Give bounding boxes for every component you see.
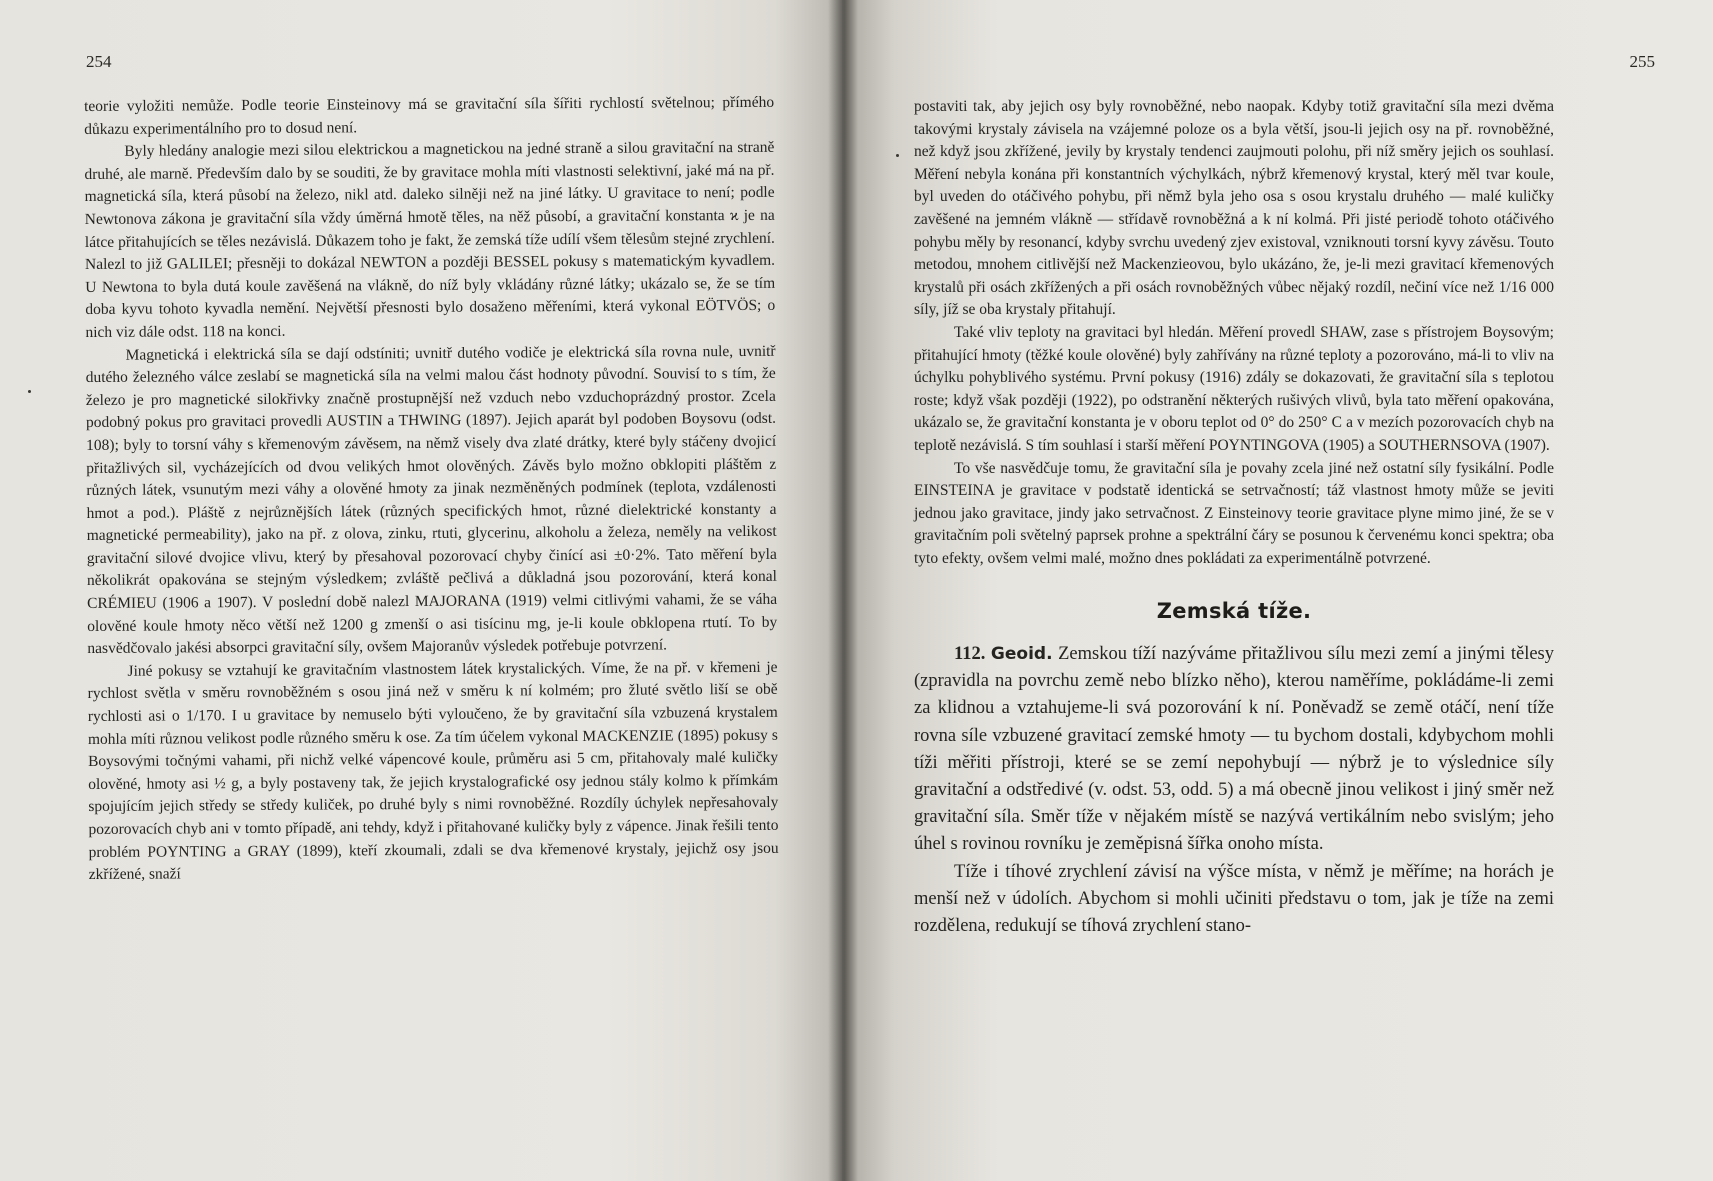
- page-number-left: 254: [86, 52, 112, 71]
- paragraph: Jiné pokusy se vztahují ke gravitačním vlastnostem látek krystalických. Víme, že na př. v křemeni je rychlost světla v směru rovnoběžném s osou jiná než v směru k ní kolmém; pro žluté světlo liší se obě rychlosti asi o 1/170. I u gravitace by nemuselo býti vyloučeno, že by gravitační síla vzbuzená krystalem mohla míti různou velikost podle různého směru k ose. Za tím účelem vykonal MACKENZIE (1895) pokusy s Boysovými točnými vahami, při nichž velké vápencové koule, průměru asi 5 cm, přitahovaly malé kuličky olověné, hmoty asi ½ g, a byly postaveny tak, že jejich krystalografické osy jednou stály kolmo k přímkám spojujícím jejich středy se středy kuliček, po druhé byly s nimi rovnoběžné. Rozdíly úchylek nepřesahovaly pozorovacích chyb ani v tomto případě, ani tehdy, když i přitahované kuličky byly z vápence. Jinak řešili tento problém POYNTING a GRAY (1899), kteří zkoumali, zdali se dva křemenové krystaly, jejichž osy jsou zkřížené, snaží: [87, 658, 779, 884]
- right-page: [842, 0, 1713, 1181]
- paragraph: Tíže i tíhové zrychlení závisí na výšce místa, v němž je měříme; na horách je menší než v údolích. Abychom si mohli učiniti představu o tom, jak je tíže na zemi rozdělena, redukují se tíhová zrychlení stano-: [914, 861, 1554, 937]
- left-page: [0, 0, 842, 1181]
- paragraph: [914, 641, 1554, 859]
- section-number: 112.: [954, 644, 986, 665]
- right-page-body: [914, 96, 1554, 940]
- paragraph: Magnetická i elektrická síla se dají odstíniti; uvnitř dutého vodiče je elektrická síla rovna nule, uvnitř dutého železného válce zeslabí se magnetická síla na velmi malou část hodnoty původní. Souvisí to s tím, že železo je pro magnetické silokřivky značně prostupnější než vzduch nebo vzduchoprázdný prostor. Zcela podobný pokus pro gravitaci provedli AUSTIN a THWING (1897). Jejich aparát byl podoben Boysovu (odst. 108); byly to torsní váhy s křemenovým závěsem, na němž visely dva zlaté drátky, které byly stáčeny dvojicí přitažlivých sil, vycházejících od dvou velikých hmot olověných. Závěs bylo možno obklopiti pláštěm z různých látek, vsunutým mezi váhy a olověné hmoty za jinak nezměněných podmínek (teplota, vzdálenosti hmot a pod.). Pláště z nejrůznějších látek (různých specifických hmot, různé dielektrické konstanty a magnetické permeability), jako na př. z olova, zinku, rtuti, glycerinu, alkoholu a železa, neměly na velikost gravitační silové dvojice vlivu, který by přesahoval pozorovací chyby činící asi ±0·2%. Tato měření byla několikrát opakována se stejným výsledkem; zvláště pečlivá a důkladná jsou pozorování, která konal CRÉMIEU (1906 a 1907). V poslední době nalezl MAJORANA (1919) velmi citlivými vahami, že se váha olověné koule hmoty něco větší než 1200 g zmenší o asi tisícinu mg, je-li koule obklopena rtutí. To by nasvědčovalo jakési absorpci gravitační síly, ovšem Majoranův výsledek potřebuje potvrzení.: [85, 342, 778, 658]
- left-page-body: [84, 92, 779, 887]
- section-title: Geoid.: [990, 644, 1053, 665]
- paragraph: postaviti tak, aby jejich osy byly rovnoběžné, nebo naopak. Kdyby totiž gravitační síla mezi dvěma takovými krystaly závisela na vzájemné poloze os a byla větší, jsou-li jejich osy na př. rovnoběžné, než když jsou zkřížené, jevily by krystaly tendenci zaujmouti polohu, při níž směry jejich os souhlasí. Měření nebyla konána při konstantních výchylkách, nýbrž křemenový krystal, který měl tvar koule, byl uveden do otáčivého pohybu, při němž byla jeho osa s osou krystalu druhého — malé kuličky zavěšené na jemném vlákně — střídavě rovnoběžná a k ní kolmá. Při jisté periodě tohoto otáčivého pohybu měly by resonancí, kdyby svrchu uvedený zjev existoval, vzniknouti torsní kyvy závěsu. Touto metodou, mnohem citlivější než Mackenzieovou, bylo ukázáno, že, je-li mezi gravitací křemenových krystalů při osách zkřížených a při osách rovnoběžných vůbec nějaký rozdíl, nečiní více než 1/16 000 síly, jíž se oba krystaly přitahují.: [914, 98, 1554, 319]
- margin-speck: [28, 390, 31, 393]
- section-heading: Zemská tíže.: [1156, 599, 1312, 624]
- margin-speck: [896, 154, 899, 157]
- paragraph: Byly hledány analogie mezi silou elektrickou a magnetickou na jedné straně a silou gravitační na straně druhé, ale marně. Především dalo by se souditi, že by gravitace mohla míti vlastnosti selektivní, jaké má na př. magnetická síla, která působí na železo, nikl atd. daleko silněji než na jiné látky. U gravitace to není; podle Newtonova zákona je gravitační síla vždy úměrná hmotě těles, na něž působí, a gravitační konstanta ϰ je na látce přitahujících se těles nezávislá. Důkazem toho je fakt, že zemská tíže udílí všem tělesům stejné zrychlení. Nalezl to již GALILEI; přesněji to dokázal NEWTON a později BESSEL pokusy s matematickým kyvadlem. U Newtona to byla dutá koule zavěšená na vlákně, do níž byly vkládány různé látky; ukázalo se, že se tím doba kyvu tohoto kyvadla nemění. Největší přesnosti bylo dosaženo měřeními, která vykonal EÖTVÖS; o nich viz dále odst. 118 na konci.: [84, 138, 776, 341]
- paragraph-text: Zemskou tíží nazýváme přitažlivou sílu mezi zemí a jinými tělesy (zpravidla na povrchu země nebo blízko něho), kterou naměříme, pokládáme-li zemi za klidnou a vztahujeme-li svá pozorování k ní. Poněvadž se země otáčí, není tíže rovna síle vzbuzené gravitací zemské hmoty — tu bychom dostali, kdybychom mohli tíži měřiti přístroji, které se se zemí nepohybují — nýbrž je to výslednice síly gravitační a odstředivé (v. odst. 53, odd. 5) a má obecně jinou velikost i jiný směr než gravitační síla. Směr tíže v nějakém místě se nazývá vertikálním nebo svislým; jeho úhel s rovinou rovníku je zeměpisná šířka onoho místa.: [914, 644, 1555, 855]
- paragraph: teorie vyložiti nemůže. Podle teorie Einsteinovy má se gravitační síla šířiti rychlostí světelnou; přímého důkazu experimentálního pro to dosud není.: [84, 93, 775, 138]
- paragraph: To vše nasvědčuje tomu, že gravitační síla je povahy zcela jiné než ostatní síly fysikální. Podle EINSTEINA je gravitace v podstatě identická se setrvačností; táž vlastnost hmoty může se jeviti jednou jako gravitace, jindy jako setrvačnost. Z Einsteinovy teorie gravitace plyne mimo jiné, že se v gravitačním poli světelný paprsek prohne a spektrální čáry se posunou k červenému konci spektra; oba tyto efekty, ovšem velmi malé, možno dnes pokládati za experimentálně potvrzené.: [914, 459, 1554, 567]
- page-number-right: 255: [1629, 52, 1655, 71]
- paragraph: Také vliv teploty na gravitaci byl hledán. Měření provedl SHAW, zase s přístrojem Boysovým; přitahující hmoty (těžké koule olověné) byly zahřívány na různé teploty a pozorováno, má-li to vliv na úchylku pohyblivého systému. První pokusy (1916) zdály se dokazovati, že gravitační síla s teplotou roste; když však později (1922), po odstranění některých rušivých vlivů, byla tato měření opakována, ukázalo se, že gravitační konstanta je v oboru teplot od 0° do 250° C a v mezích pozorovacích chyb na teplotě nezávislá. S tím souhlasí i starší měření POYNTINGOVA (1905) a SOUTHERNSOVA (1907).: [914, 323, 1554, 454]
